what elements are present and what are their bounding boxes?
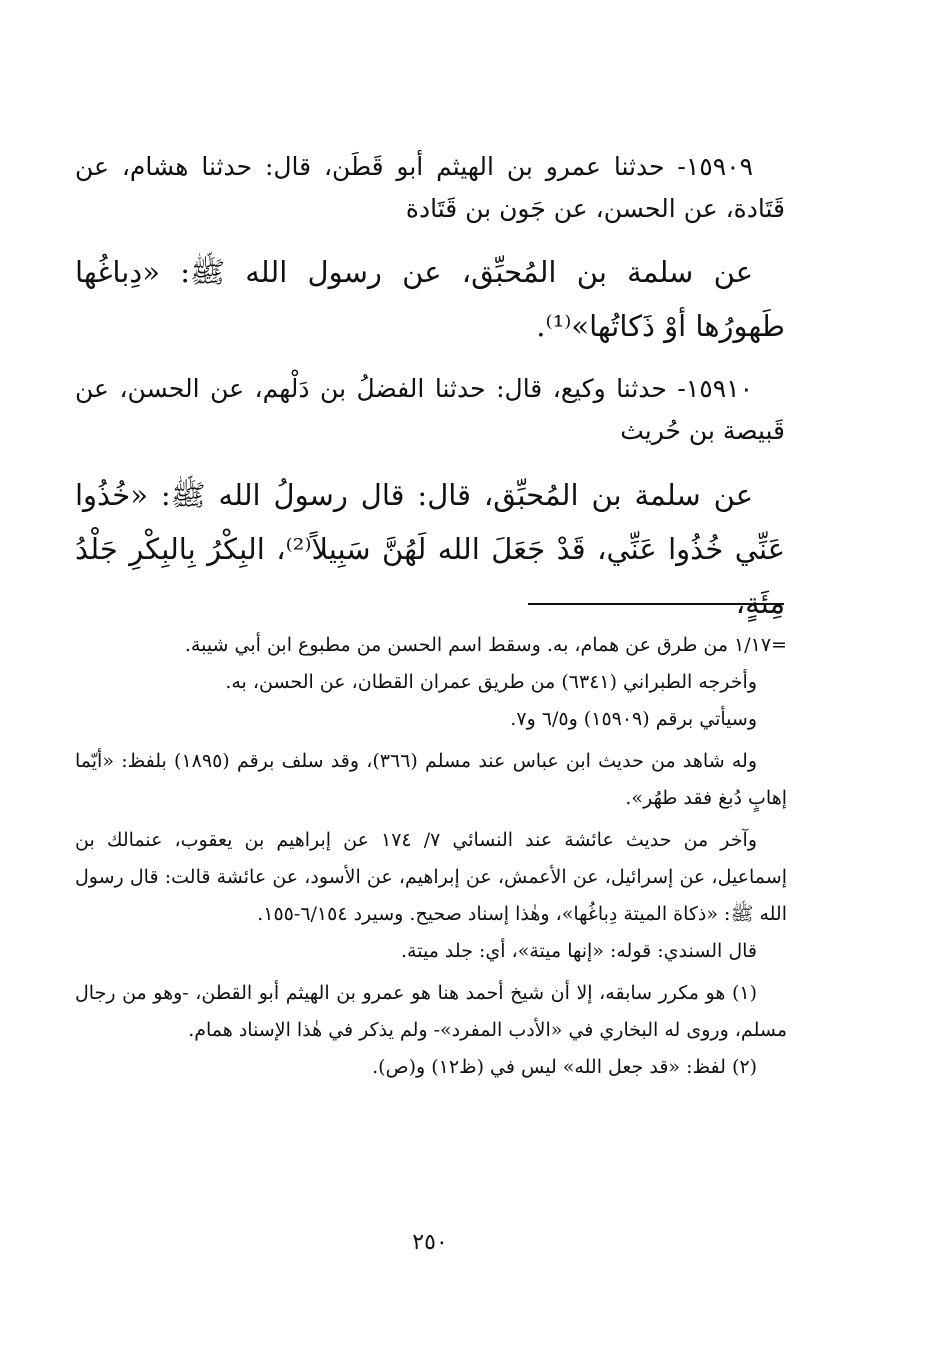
footnote-line: قال السندي: قوله: «إنها ميتة»، أي: جلد ميتة. xyxy=(401,940,757,962)
hadith-15909-matn: عن سلمة بن المُحبِّق، عن رسول الله ﷺ: «دِباغُها طَهورُها أوْ ذَكاتُها»⁽¹⁾. xyxy=(75,255,785,343)
hadith-15910-isnad: ١٥٩١٠- حدثنا وكيع، قال: حدثنا الفضلُ بن دَلْهم، عن الحسن، عن قَبيصة بن حُريث xyxy=(75,374,785,445)
footnote-line: وآخر من حديث عائشة عند النسائي ٧/ ١٧٤ عن إبراهيم بن يعقوب، عنمالك بن إسماعيل، عن إسرائيل، عن الأعمش، عن إبراهيم، عن الأسود، عن عائشة قالت: قال رسول الله ﷺ: «ذكاة الميتة دِباغُها»، وهٰذا إسناد صحيح. وسيرد ٦/١٥٤-١٥٥. xyxy=(75,829,787,925)
footnote-continuation: =١/١٧ من طرق عن همام، به. وسقط اسم الحسن من مطبوع ابن أبي شيبة. xyxy=(184,634,787,656)
hadith-15909-isnad: ١٥٩٠٩- حدثنا عمرو بن الهيثم أبو قَطَن، قال: حدثنا هشام، عن قَتَادة، عن الحسن، عن جَون بن قَتَادة xyxy=(75,152,785,223)
footnote-1: (١) هو مكرر سابقه، إلا أن شيخ أحمد هنا هو عمرو بن الهيثم أبو القطن، -وهو من رجال مسلم، وروى له البخاري في «الأدب المفرد»- ولم يذكر في هٰذا الإسناد همام. xyxy=(75,982,787,1041)
footnote-2: (٢) لفظ: «قد جعل الله» ليس في (ظ١٢) و(ص). xyxy=(372,1056,757,1078)
hadith-15910-matn: عن سلمة بن المُحبِّق، قال: قال رسولُ الله ﷺ: «خُذُوا عَنِّي خُذُوا عَنِّي، قَدْ جَعَلَ الله لَهُنَّ سَبِيلاً⁽²⁾، البِكْرُ بِالبِكْرِ جَلْدُ مِئَةٍ، xyxy=(75,478,786,620)
footnote-line: وله شاهد من حديث ابن عباس عند مسلم (٣٦٦)، وقد سلف برقم (١٨٩٥) بلفظ: «أيّما إهابٍ دُبغ فقد طهُر». xyxy=(75,750,787,809)
footnote-line: وأخرجه الطبراني (٦٣٤١) من طريق عمران القطان، عن الحسن، به. xyxy=(225,671,757,693)
footnote-separator xyxy=(528,603,784,605)
footnotes xyxy=(75,627,787,1086)
footnote-line: وسيأتي برقم (١٥٩٠٩) و٦/٥ و٧. xyxy=(510,708,757,730)
page-number: ٢٥٠ xyxy=(412,1230,448,1255)
